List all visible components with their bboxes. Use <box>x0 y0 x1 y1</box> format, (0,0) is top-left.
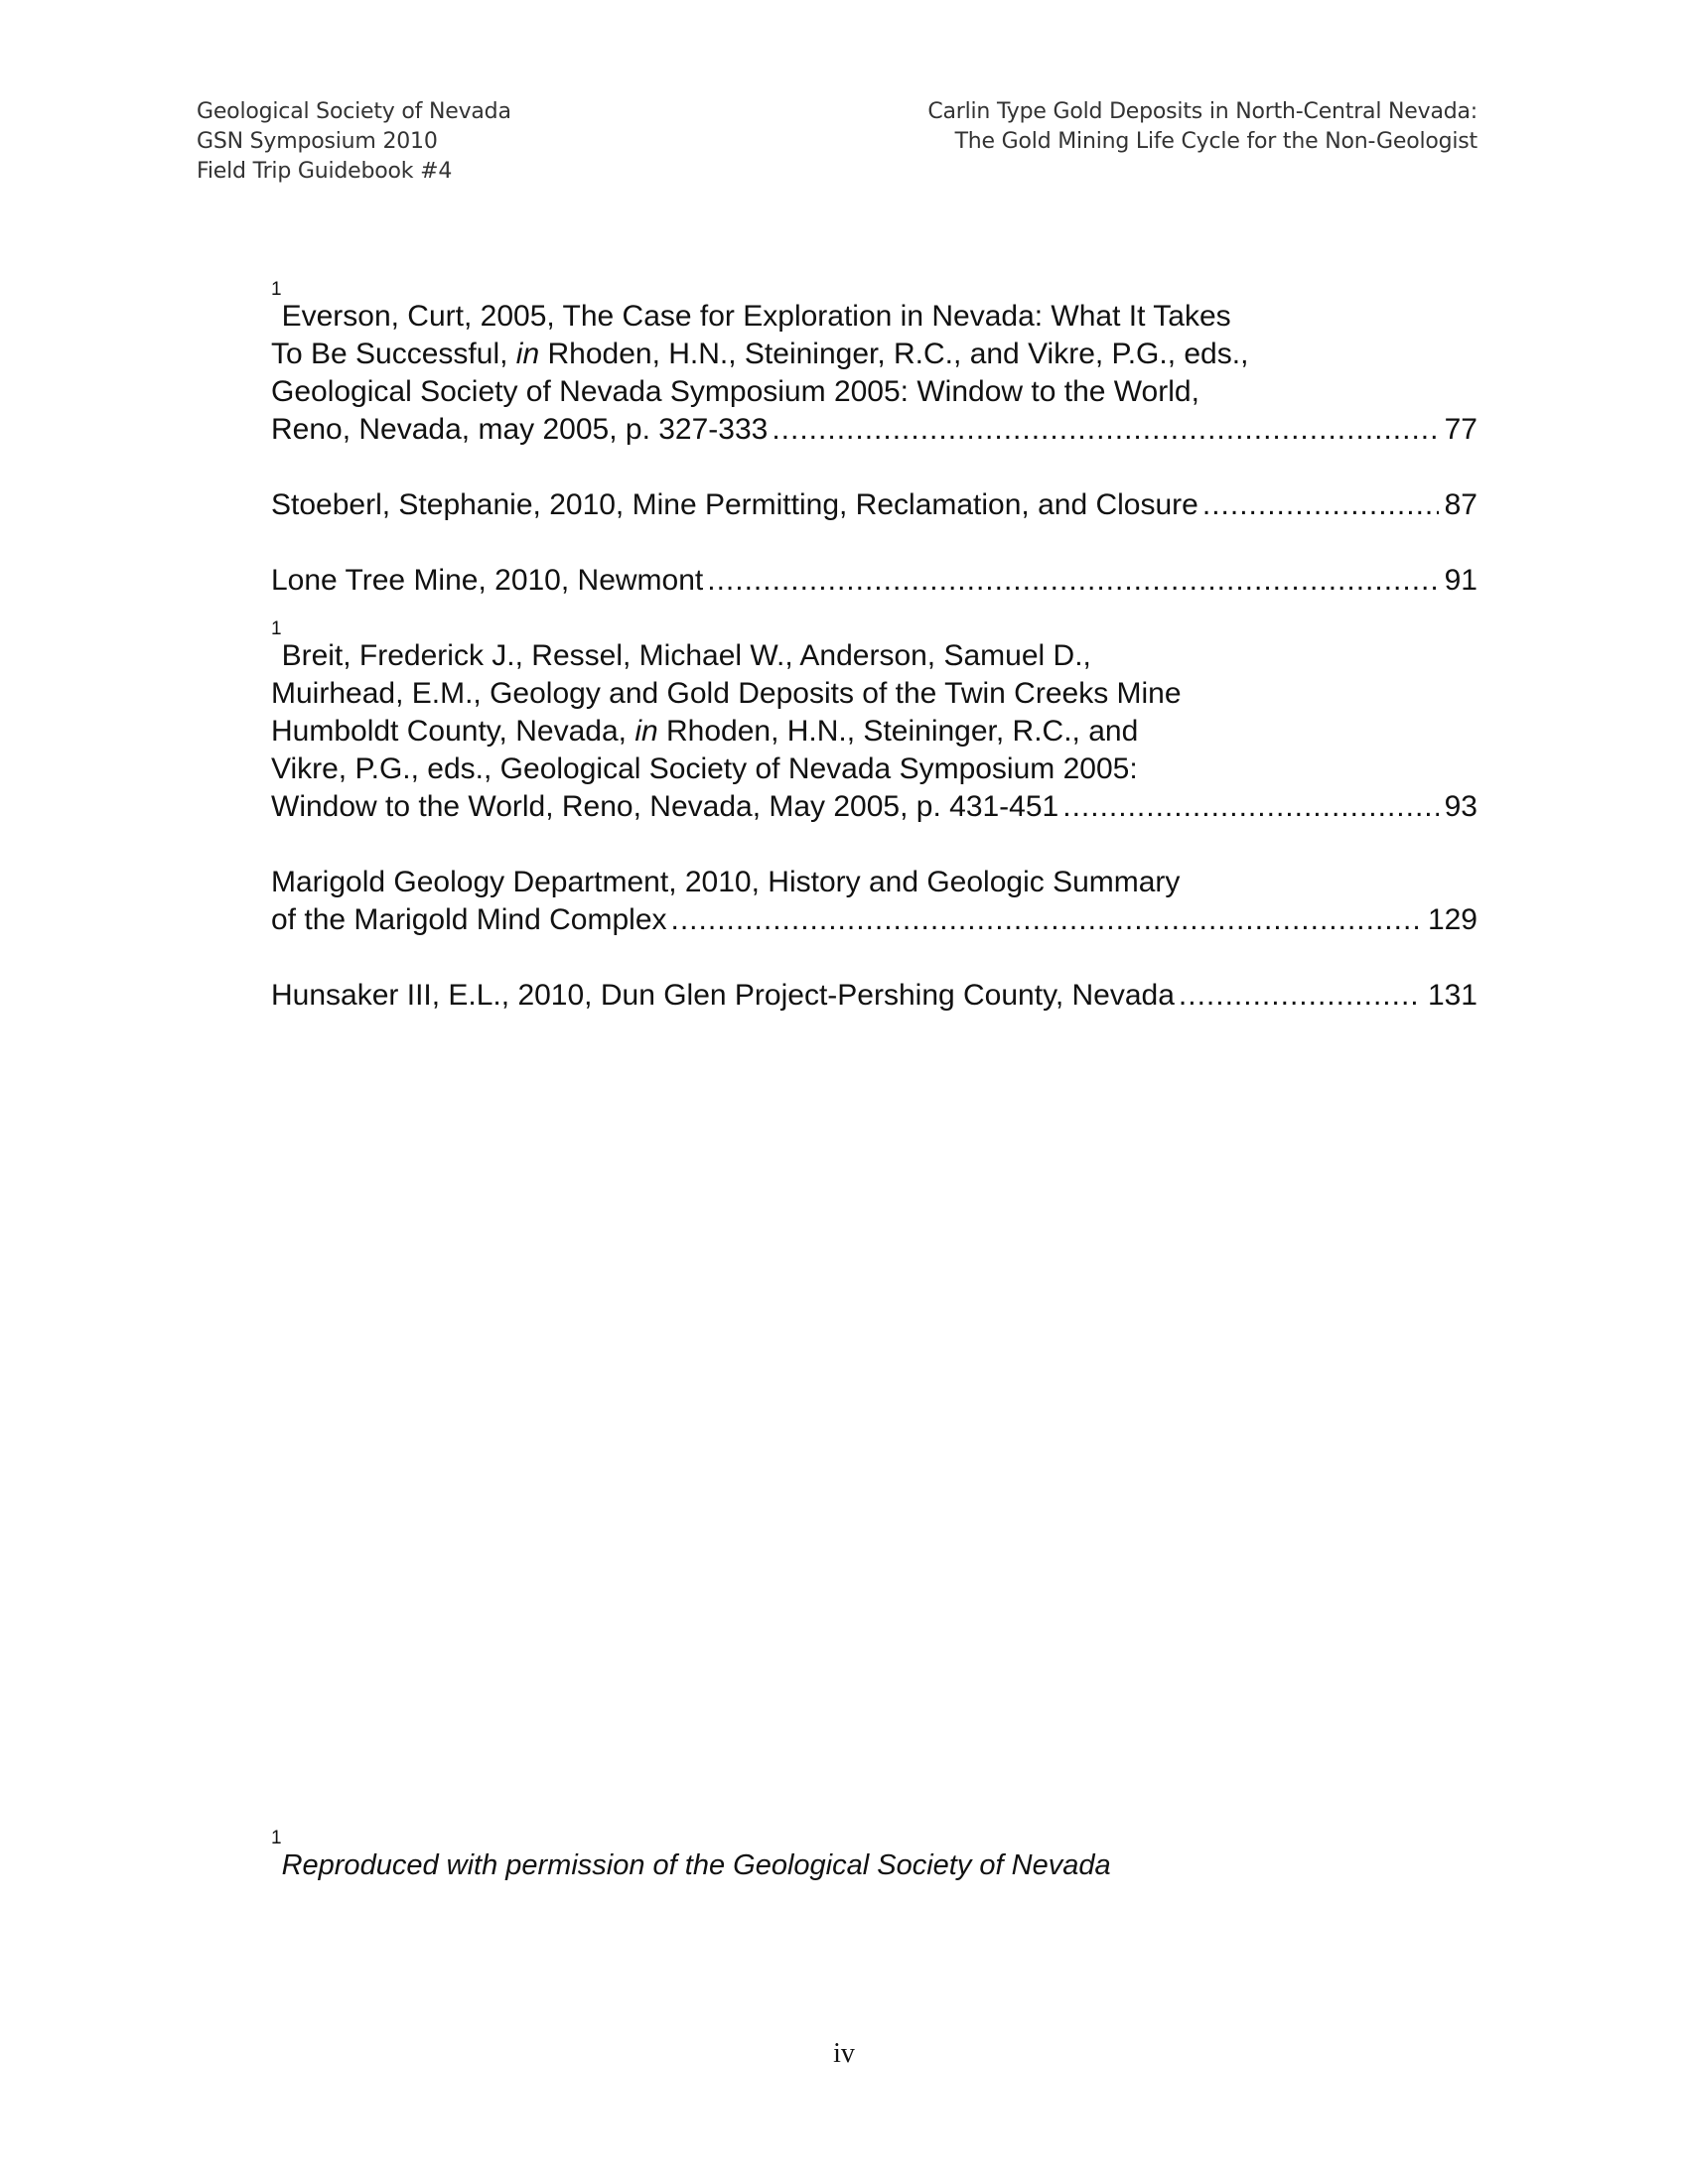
header-society: Geological Society of Nevada <box>197 99 511 124</box>
toc-entry <box>271 486 1477 524</box>
running-header-left <box>197 97 511 187</box>
toc-text: of the Marigold Mind Complex <box>271 903 667 936</box>
dot-leader <box>1062 788 1438 826</box>
toc-line <box>271 486 1477 524</box>
toc-text: Lone Tree Mine, 2010, Newmont <box>271 564 704 597</box>
page-number: iv <box>833 2038 855 2069</box>
footnote-text: Reproduced with permission of the Geological Society of Nevada <box>281 1849 1111 1881</box>
toc-entry <box>271 977 1477 1015</box>
toc-text: Rhoden, H.N., Steininger, R.C., and <box>657 715 1139 748</box>
toc-line <box>271 901 1477 939</box>
toc-page-number[interactable]: 129 <box>1427 903 1477 936</box>
table-of-contents <box>271 279 1477 1052</box>
toc-text: Reno, Nevada, may 2005, p. 327-333 <box>271 413 769 446</box>
toc-text: Everson, Curt, 2005, The Case for Exploration in Nevada: What It Takes <box>281 300 1231 333</box>
toc-line <box>271 618 1477 675</box>
toc-line <box>271 279 1477 336</box>
toc-text: Hunsaker III, E.L., 2010, Dun Glen Project-Pershing County, Nevada <box>271 979 1175 1012</box>
toc-entry <box>271 279 1477 449</box>
toc-line <box>271 675 1477 713</box>
toc-page-number[interactable]: 87 <box>1444 488 1477 521</box>
header-symposium: GSN Symposium 2010 <box>197 129 438 154</box>
toc-line <box>271 788 1477 826</box>
toc-entry <box>271 618 1477 826</box>
toc-line <box>271 562 1477 600</box>
footnote-mark: 1 <box>271 1828 282 1848</box>
dot-leader <box>772 411 1438 449</box>
toc-line <box>271 713 1477 751</box>
toc-text: Stoeberl, Stephanie, 2010, Mine Permitting, Reclamation, and Closure <box>271 488 1198 521</box>
toc-text: Geological Society of Nevada Symposium 2005: Window to the World, <box>271 375 1199 408</box>
dot-leader <box>707 562 1438 600</box>
toc-line <box>271 977 1477 1015</box>
toc-line <box>271 751 1477 788</box>
toc-entry <box>271 864 1477 939</box>
toc-text: Humboldt County, Nevada, <box>271 715 635 748</box>
toc-page-number[interactable]: 93 <box>1444 790 1477 823</box>
header-title-line-2: The Gold Mining Life Cycle for the Non-Geologist <box>954 129 1477 154</box>
dot-leader <box>1179 977 1422 1015</box>
footnote-mark: 1 <box>271 618 282 639</box>
running-header-right <box>927 97 1477 157</box>
toc-text: Vikre, P.G., eds., Geological Society of Nevada Symposium 2005: <box>271 752 1138 785</box>
toc-text: Marigold Geology Department, 2010, History and Geologic Summary <box>271 866 1181 898</box>
toc-line <box>271 373 1477 411</box>
toc-text: Muirhead, E.M., Geology and Gold Deposits of the Twin Creeks Mine <box>271 677 1182 710</box>
toc-text-italic: in <box>515 338 540 370</box>
toc-line <box>271 864 1477 901</box>
toc-page-number[interactable]: 91 <box>1444 564 1477 597</box>
toc-text: Window to the World, Reno, Nevada, May 2005, p. 431-451 <box>271 790 1059 823</box>
toc-text-italic: in <box>634 715 658 748</box>
dot-leader <box>671 901 1422 939</box>
toc-page-number[interactable]: 77 <box>1444 413 1477 446</box>
header-guidebook: Field Trip Guidebook #4 <box>197 159 453 184</box>
toc-text: Breit, Frederick J., Ressel, Michael W., Anderson, Samuel D., <box>281 639 1091 672</box>
footnote-mark: 1 <box>271 279 282 300</box>
dot-leader <box>1202 486 1439 524</box>
toc-text: To Be Successful, <box>271 338 516 370</box>
toc-line <box>271 411 1477 449</box>
header-title-line-1: Carlin Type Gold Deposits in North-Central Nevada: <box>927 99 1477 124</box>
toc-text: Rhoden, H.N., Steininger, R.C., and Vikre, P.G., eds., <box>539 338 1249 370</box>
toc-line <box>271 336 1477 373</box>
footnote <box>271 1828 1111 1884</box>
toc-entry <box>271 562 1477 600</box>
toc-page-number[interactable]: 131 <box>1427 979 1477 1012</box>
